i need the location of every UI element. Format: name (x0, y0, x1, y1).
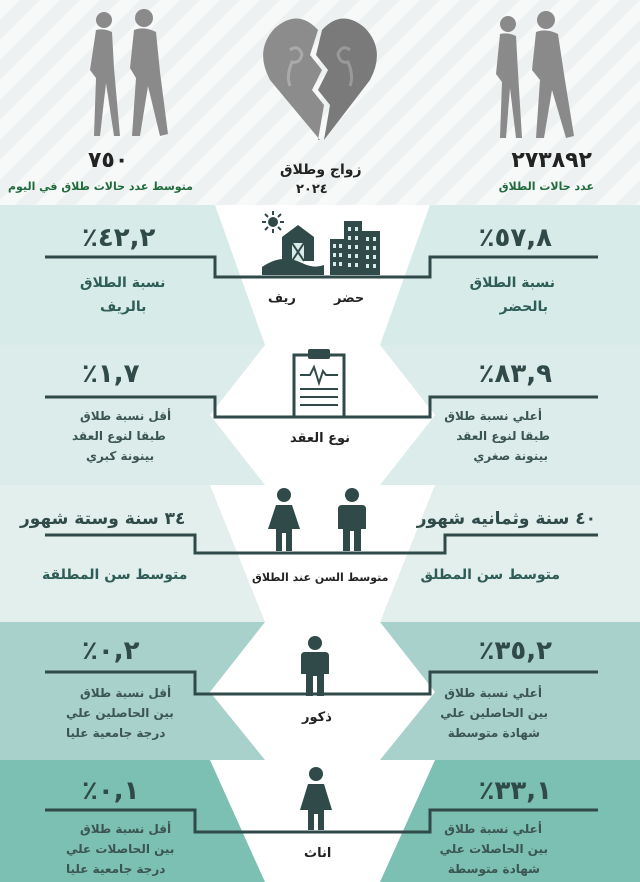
highest-contract-label-2: طبقا لنوع العقد (456, 429, 550, 443)
male-lowest-label-3: درجة جامعية عليا (66, 726, 166, 740)
contract-center-label: نوع العقد (290, 431, 350, 446)
male-icon (334, 487, 370, 553)
female-icon (266, 487, 302, 553)
couple-silhouette-icon (82, 8, 172, 143)
highest-contract-label-3: بينونة صغري (473, 449, 548, 463)
urban-label-line1: نسبة الطلاق (469, 275, 555, 291)
broken-heart-icon (260, 10, 380, 145)
clipboard-icon (292, 349, 346, 419)
center-year: ٢٠٢٤ (296, 182, 328, 197)
females-center-label: اناث (304, 846, 332, 861)
lowest-contract-percentage: ٪١,٧ (82, 359, 140, 389)
urban-center-label: حضر (334, 291, 365, 306)
daily-average-caption: متوسط عدد حالات طلاق في اليوم (8, 180, 193, 193)
barn-icon (262, 217, 324, 275)
city-buildings-icon (330, 217, 382, 275)
females-section (0, 760, 640, 882)
males-center-label: ذكور (302, 710, 332, 725)
male-lowest-label-2: بين الحاصلين علي (66, 706, 174, 720)
age-center-label: متوسط السن عند الطلاق (252, 571, 389, 584)
male-lowest-label-1: أقل نسبة طلاق (80, 686, 172, 700)
highest-contract-percentage: ٪٨٣,٩ (478, 359, 552, 389)
daily-average-count: ٧٥٠ (88, 148, 129, 173)
male-highest-label-2: بين الحاصلين علي (440, 706, 548, 720)
female-lowest-label-3: درجة جامعية عليا (66, 862, 166, 876)
female-average-age: ٣٤ سنة وستة شهور (20, 509, 186, 529)
female-highest-label-2: بين الحاصلات علي (439, 842, 548, 856)
female-age-label: متوسط سن المطلقة (42, 567, 188, 583)
rural-center-label: ريف (268, 291, 296, 306)
urban-label-line2: بالحضر (499, 299, 548, 315)
rural-label-line1: نسبة الطلاق (80, 275, 166, 291)
residence-section (0, 205, 640, 345)
total-divorce-count: ٢٧٣٨٩٢ (511, 148, 592, 173)
age-section (0, 485, 640, 622)
lowest-contract-label-1: أقل نسبة طلاق (80, 409, 172, 423)
female-lowest-percentage: ٪٠,١ (82, 776, 140, 806)
highest-contract-label-1: أعلي نسبة طلاق (444, 409, 542, 423)
female-icon (296, 766, 336, 832)
female-lowest-label-2: بين الحاصلات علي (66, 842, 175, 856)
lowest-contract-label-3: بينونة كبري (86, 449, 155, 463)
female-highest-label-1: أعلي نسبة طلاق (444, 822, 542, 836)
male-age-label: متوسط سن المطلق (420, 567, 560, 583)
lowest-contract-label-2: طبقا لنوع العقد (72, 429, 166, 443)
center-title: زواج وطلاق (280, 162, 362, 178)
header (0, 0, 640, 205)
couple-silhouette-icon (490, 10, 580, 145)
rural-label-line2: بالريف (100, 299, 147, 315)
rural-percentage: ٪٤٢,٢ (82, 223, 156, 253)
male-highest-label-3: شهادة متوسطة (447, 726, 540, 740)
female-lowest-label-1: أقل نسبة طلاق (80, 822, 172, 836)
contract-type-section (0, 345, 640, 485)
male-highest-label-1: أعلي نسبة طلاق (444, 686, 542, 700)
male-icon (298, 636, 332, 698)
female-highest-label-3: شهادة متوسطة (447, 862, 540, 876)
urban-percentage: ٪٥٧,٨ (478, 223, 552, 253)
male-average-age: ٤٠ سنة وثمانيه شهور (416, 509, 596, 529)
male-lowest-percentage: ٪٠,٢ (82, 636, 140, 666)
male-highest-percentage: ٪٣٥,٢ (478, 636, 552, 666)
total-divorce-caption: عدد حالات الطلاق (498, 180, 594, 193)
female-highest-percentage: ٪٣٣,١ (478, 776, 552, 806)
males-section (0, 622, 640, 760)
